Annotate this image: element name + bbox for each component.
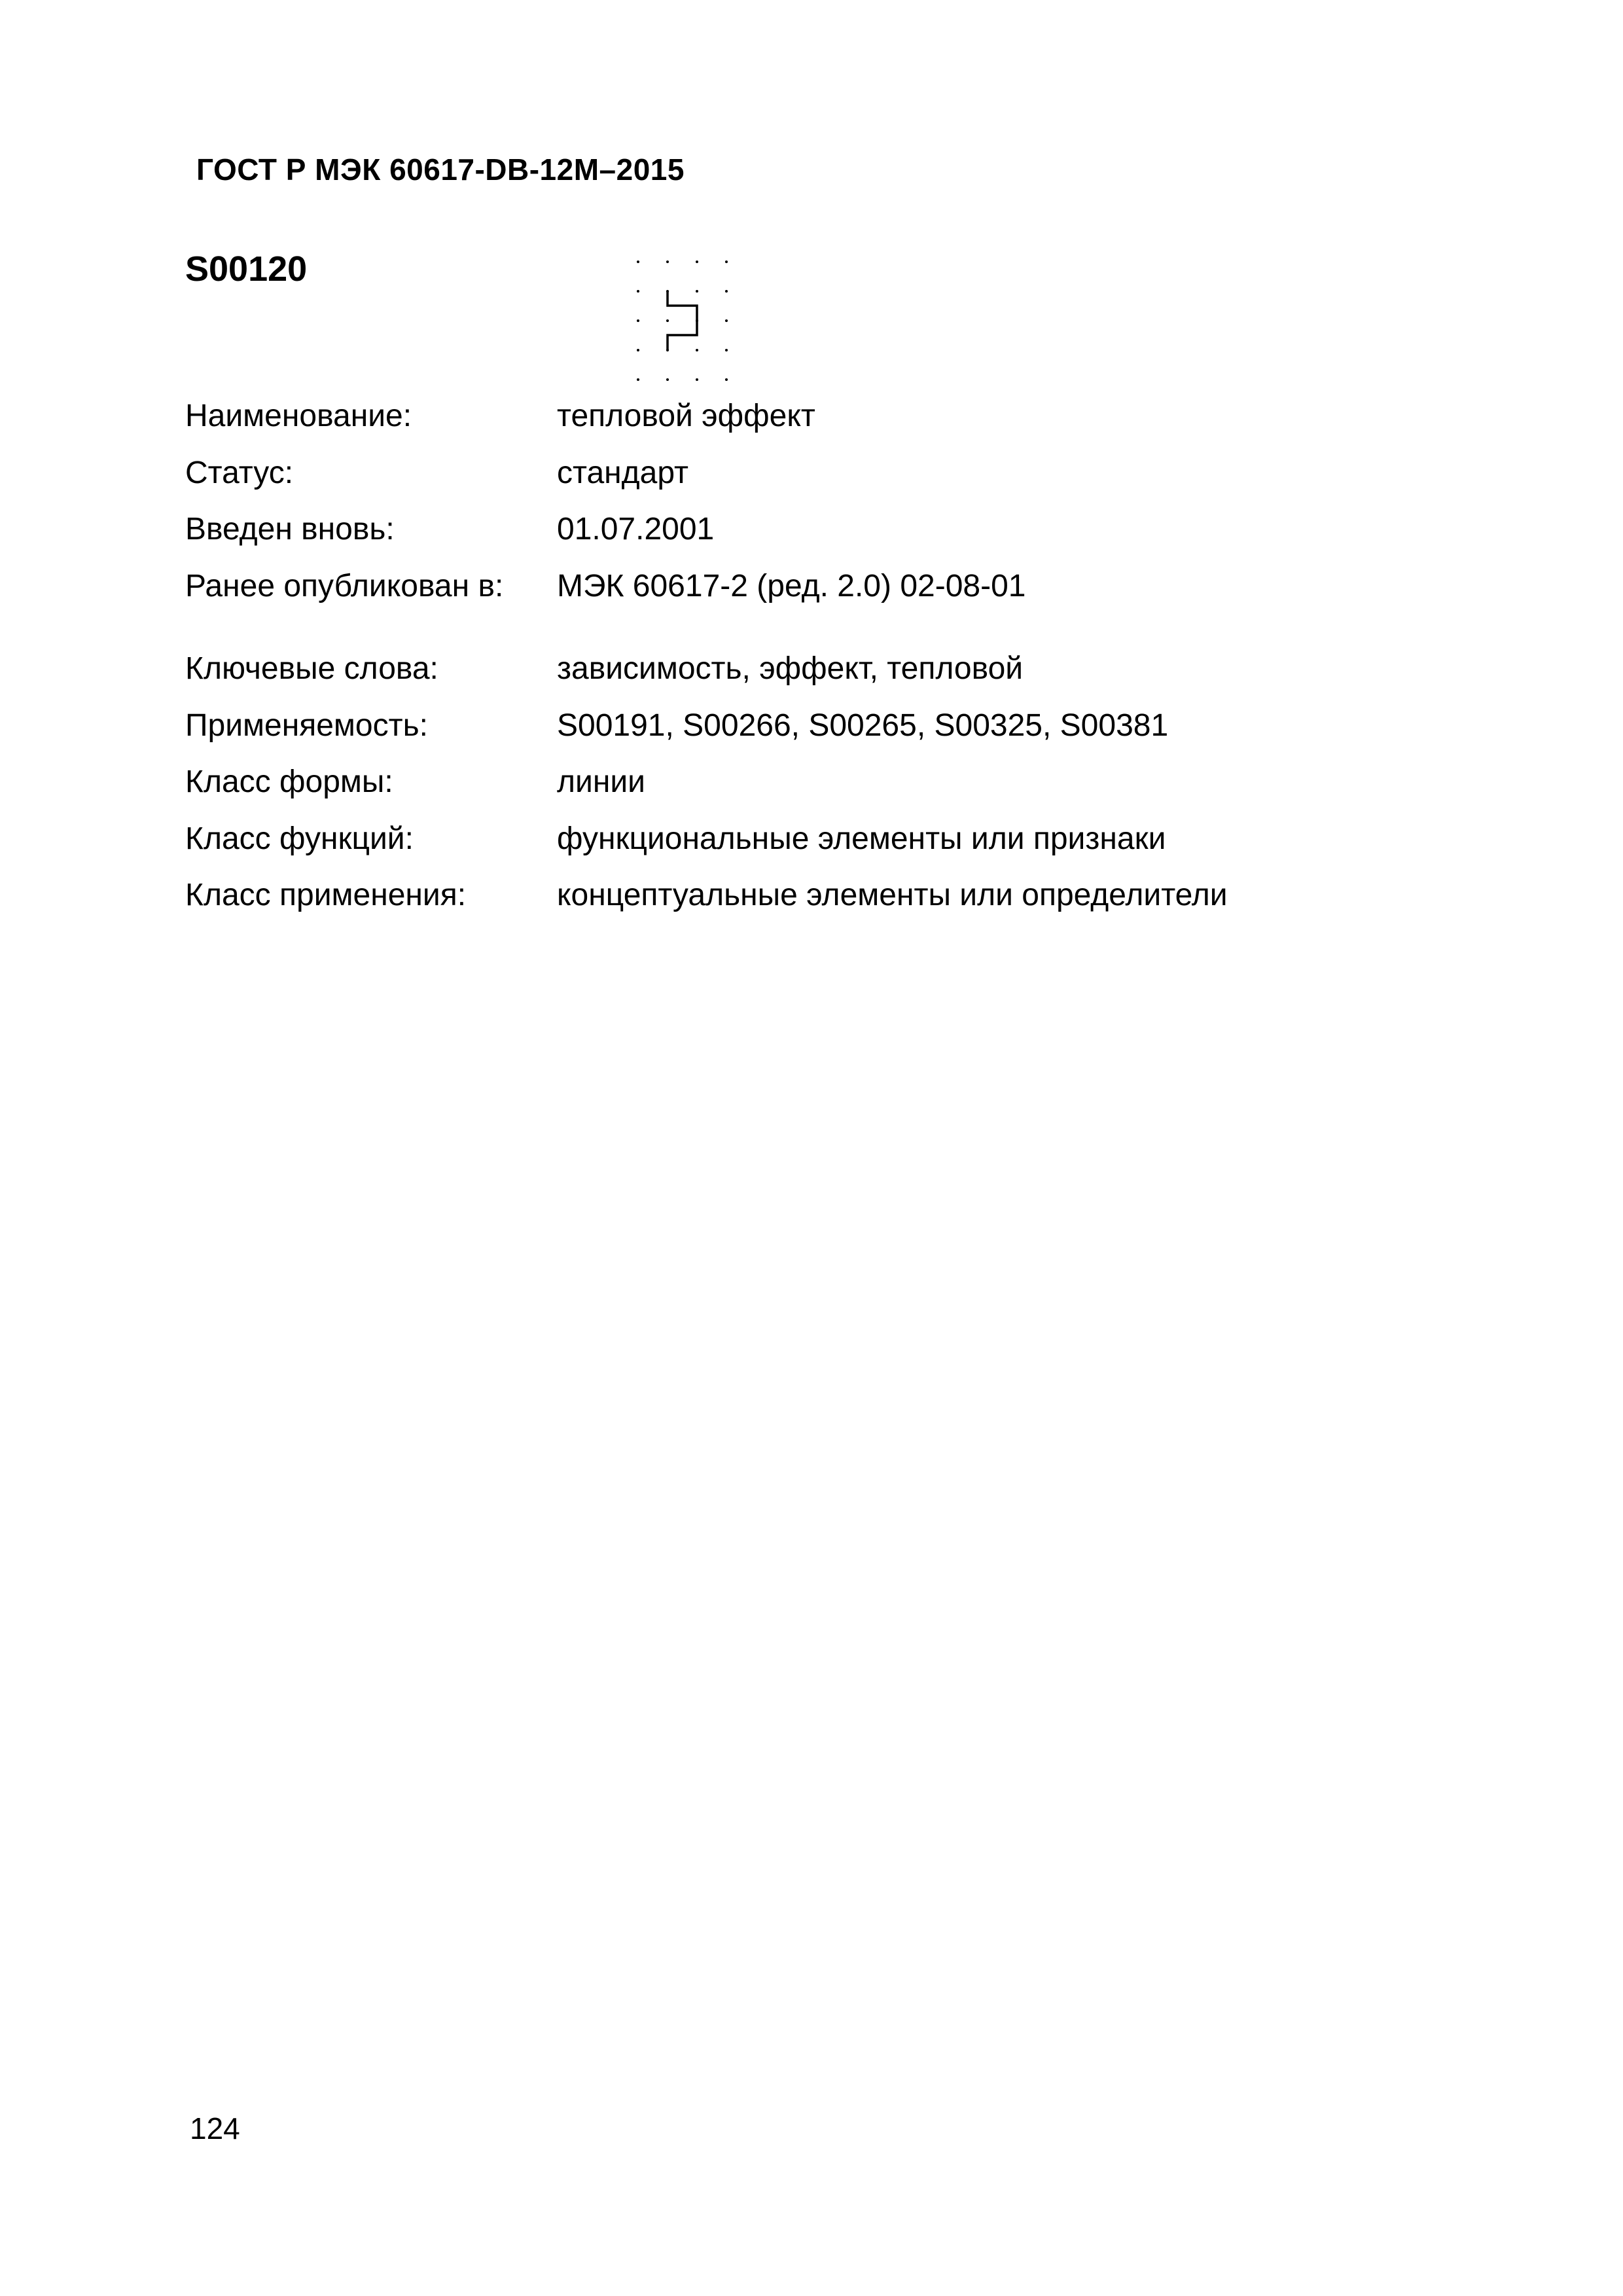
field-row-published-in: [185, 568, 1228, 628]
field-label: Применяемость:: [185, 708, 428, 743]
field-value: линии: [557, 764, 645, 799]
field-value: зависимость, эффект, тепловой: [557, 651, 1024, 686]
page-number: 124: [190, 2111, 240, 2145]
field-row-shape-class: [185, 766, 1228, 823]
field-value: S00191, S00266, S00265, S00325, S00381: [557, 708, 1169, 743]
field-label: Класс формы:: [185, 764, 393, 799]
field-value: МЭК 60617-2 (ред. 2.0) 02-08-01: [557, 568, 1026, 603]
symbol-grid-dots: [637, 260, 728, 381]
symbol-code: S00120: [185, 249, 308, 289]
field-label: Ключевые слова:: [185, 651, 438, 686]
field-row-status: [185, 457, 1228, 514]
field-value: функциональные элементы или признаки: [557, 821, 1166, 856]
field-value: концептуальные элементы или определители: [557, 878, 1228, 912]
field-label: Класс применения:: [185, 878, 467, 912]
thermal-effect-symbol-icon: [628, 255, 746, 386]
field-row-name: [185, 401, 1228, 457]
field-label: Введен вновь:: [185, 512, 395, 547]
field-row-introduced: [185, 514, 1228, 571]
field-row-applicability: [185, 710, 1228, 767]
page-header: ГОСТ Р МЭК 60617-DB-12M–2015: [196, 152, 685, 187]
field-label: Наименование:: [185, 399, 412, 433]
field-label: Статус:: [185, 455, 294, 490]
field-table: [185, 401, 1228, 937]
field-label: Класс функций:: [185, 821, 414, 856]
field-row-application-class: [185, 880, 1228, 937]
field-row-keywords: [185, 653, 1228, 710]
field-row-function-class: [185, 823, 1228, 880]
field-value: 01.07.2001: [557, 512, 715, 547]
field-value: стандарт: [557, 455, 688, 490]
field-value: тепловой эффект: [557, 399, 815, 433]
field-label: Ранее опубликован в:: [185, 568, 504, 603]
symbol-line: [668, 291, 697, 350]
